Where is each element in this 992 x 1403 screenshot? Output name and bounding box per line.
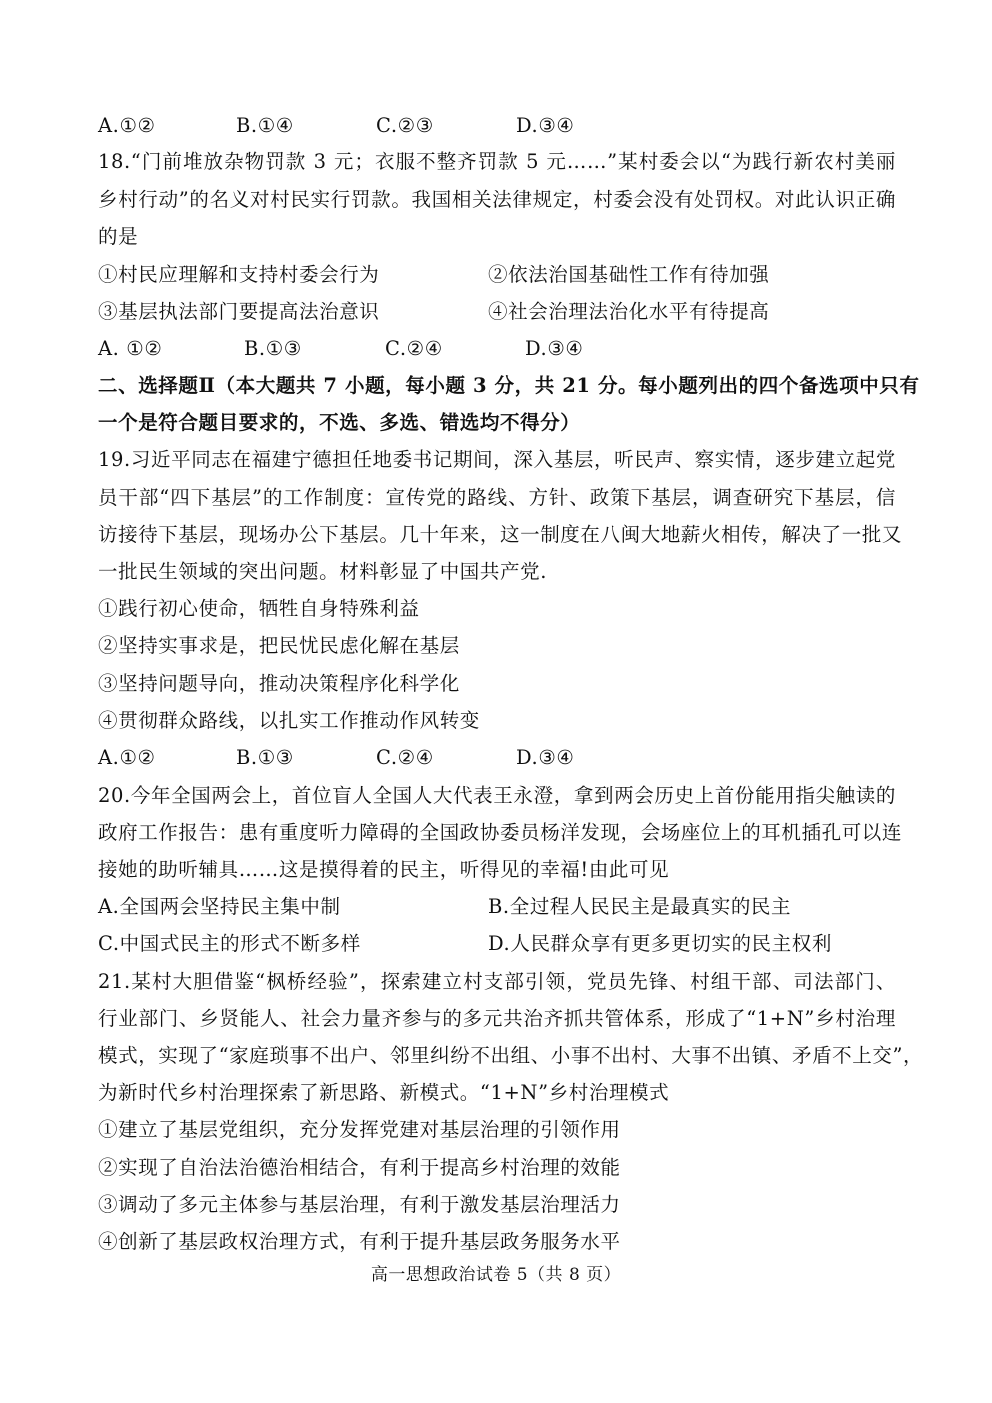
option-b: B.①③ (244, 337, 302, 360)
q20-stem-line: 20.今年全国两会上，首位盲人全国人大代表王永澄，拿到两会历史上首份能用指尖触读的 (98, 784, 896, 807)
option-d: D.③④ (516, 114, 575, 137)
q19-item: ④贯彻群众路线，以扎实工作推动作风转变 (98, 709, 480, 732)
q18-items-row (98, 258, 896, 292)
q19-stem-line: 员干部“四下基层”的工作制度：宣传党的路线、方针、政策下基层，调查研究下基层，信 (98, 486, 896, 509)
q21-item: ①建立了基层党组织，充分发挥党建对基层治理的引领作用 (98, 1118, 621, 1141)
q21-stem-line: 行业部门、乡贤能人、社会力量齐参与的多元共治齐抓共管体系，形成了“1+N”乡村治理 (98, 1007, 896, 1030)
option-b: B.①④ (236, 114, 294, 137)
q18-item: ③基层执法部门要提高法治意识 (98, 300, 380, 323)
q18-item: ④社会治理法治化水平有待提高 (488, 300, 770, 323)
q21-stem-line: 21.某村大胆借鉴“枫桥经验”，探索建立村支部引领，党员先锋、村组干部、司法部门、 (98, 970, 896, 993)
option-d: D.③④ (516, 746, 575, 769)
q19-item: ③坚持问题导向，推动决策程序化科学化 (98, 672, 460, 695)
q18-stem-line: 乡村行动”的名义对村民实行罚款。我国相关法律规定，村委会没有处罚权。对此认识正确 (98, 188, 896, 211)
q18-stem-line: 18.“门前堆放杂物罚款 3 元；衣服不整齐罚款 5 元……”某村委会以“为践行新农村美丽 (98, 150, 896, 173)
option-b: B.①③ (236, 746, 294, 769)
option-c: C.②④ (385, 337, 443, 360)
q19-item: ①践行初心使命，牺牲自身特殊利益 (98, 597, 420, 620)
q21-item: ④创新了基层政权治理方式，有利于提升基层政务服务水平 (98, 1230, 621, 1253)
q19-stem-line: 访接待下基层，现场办公下基层。几十年来，这一制度在八闽大地薪火相传，解决了一批又 (98, 523, 903, 546)
q21-stem-line: 模式，实现了“家庭琐事不出户、邻里纠纷不出组、小事不出村、大事不出镇、矛盾不上交”， (98, 1044, 924, 1067)
q21-item: ③调动了多元主体参与基层治理，有利于激发基层治理活力 (98, 1193, 621, 1216)
q18-stem-line: 的是 (98, 225, 139, 248)
option-c: C.②③ (376, 114, 434, 137)
option-b: B.全过程人民民主是最真实的民主 (488, 895, 792, 918)
q19-stem-line: 一批民生领域的突出问题。材料彰显了中国共产党. (98, 560, 547, 583)
option-a: A. ①② (98, 337, 163, 360)
option-c: C.中国式民主的形式不断多样 (98, 932, 361, 955)
option-a: A.①② (98, 114, 156, 137)
q19-item: ②坚持实事求是，把民忧民虑化解在基层 (98, 634, 460, 657)
q18-item: ①村民应理解和支持村委会行为 (98, 263, 380, 286)
option-d: D.人民群众享有更多更切实的民主权利 (488, 932, 832, 955)
q18-item: ②依法治国基础性工作有待加强 (488, 263, 770, 286)
page-footer: 高一思想政治试卷 5（共 8 页） (370, 1265, 622, 1285)
q20-options-row (98, 890, 896, 924)
option-a: A.①② (98, 746, 156, 769)
q19-stem-line: 19.习近平同志在福建宁德担任地委书记期间，深入基层，听民声、察实情，逐步建立起党 (98, 448, 896, 471)
q18-items-row (98, 295, 896, 329)
q20-stem-line: 接她的助听辅具……这是摸得着的民主，听得见的幸福!由此可见 (98, 858, 670, 881)
option-d: D.③④ (525, 337, 584, 360)
option-c: C.②④ (376, 746, 434, 769)
q20-options-row (98, 927, 896, 961)
section-heading: 二、选择题Ⅱ（本大题共 7 小题，每小题 3 分，共 21 分。每小题列出的四个备选项中只有 (98, 374, 920, 397)
option-a: A.全国两会坚持民主集中制 (98, 895, 341, 918)
q21-stem-line: 为新时代乡村治理探索了新思路、新模式。“1+N”乡村治理模式 (98, 1081, 670, 1104)
q21-item: ②实现了自治法治德治相结合，有利于提高乡村治理的效能 (98, 1156, 621, 1179)
q20-stem-line: 政府工作报告：患有重度听力障碍的全国政协委员杨洋发现，会场座位上的耳机插孔可以连 (98, 821, 903, 844)
section-heading: 一个是符合题目要求的，不选、多选、错选均不得分） (98, 411, 581, 434)
